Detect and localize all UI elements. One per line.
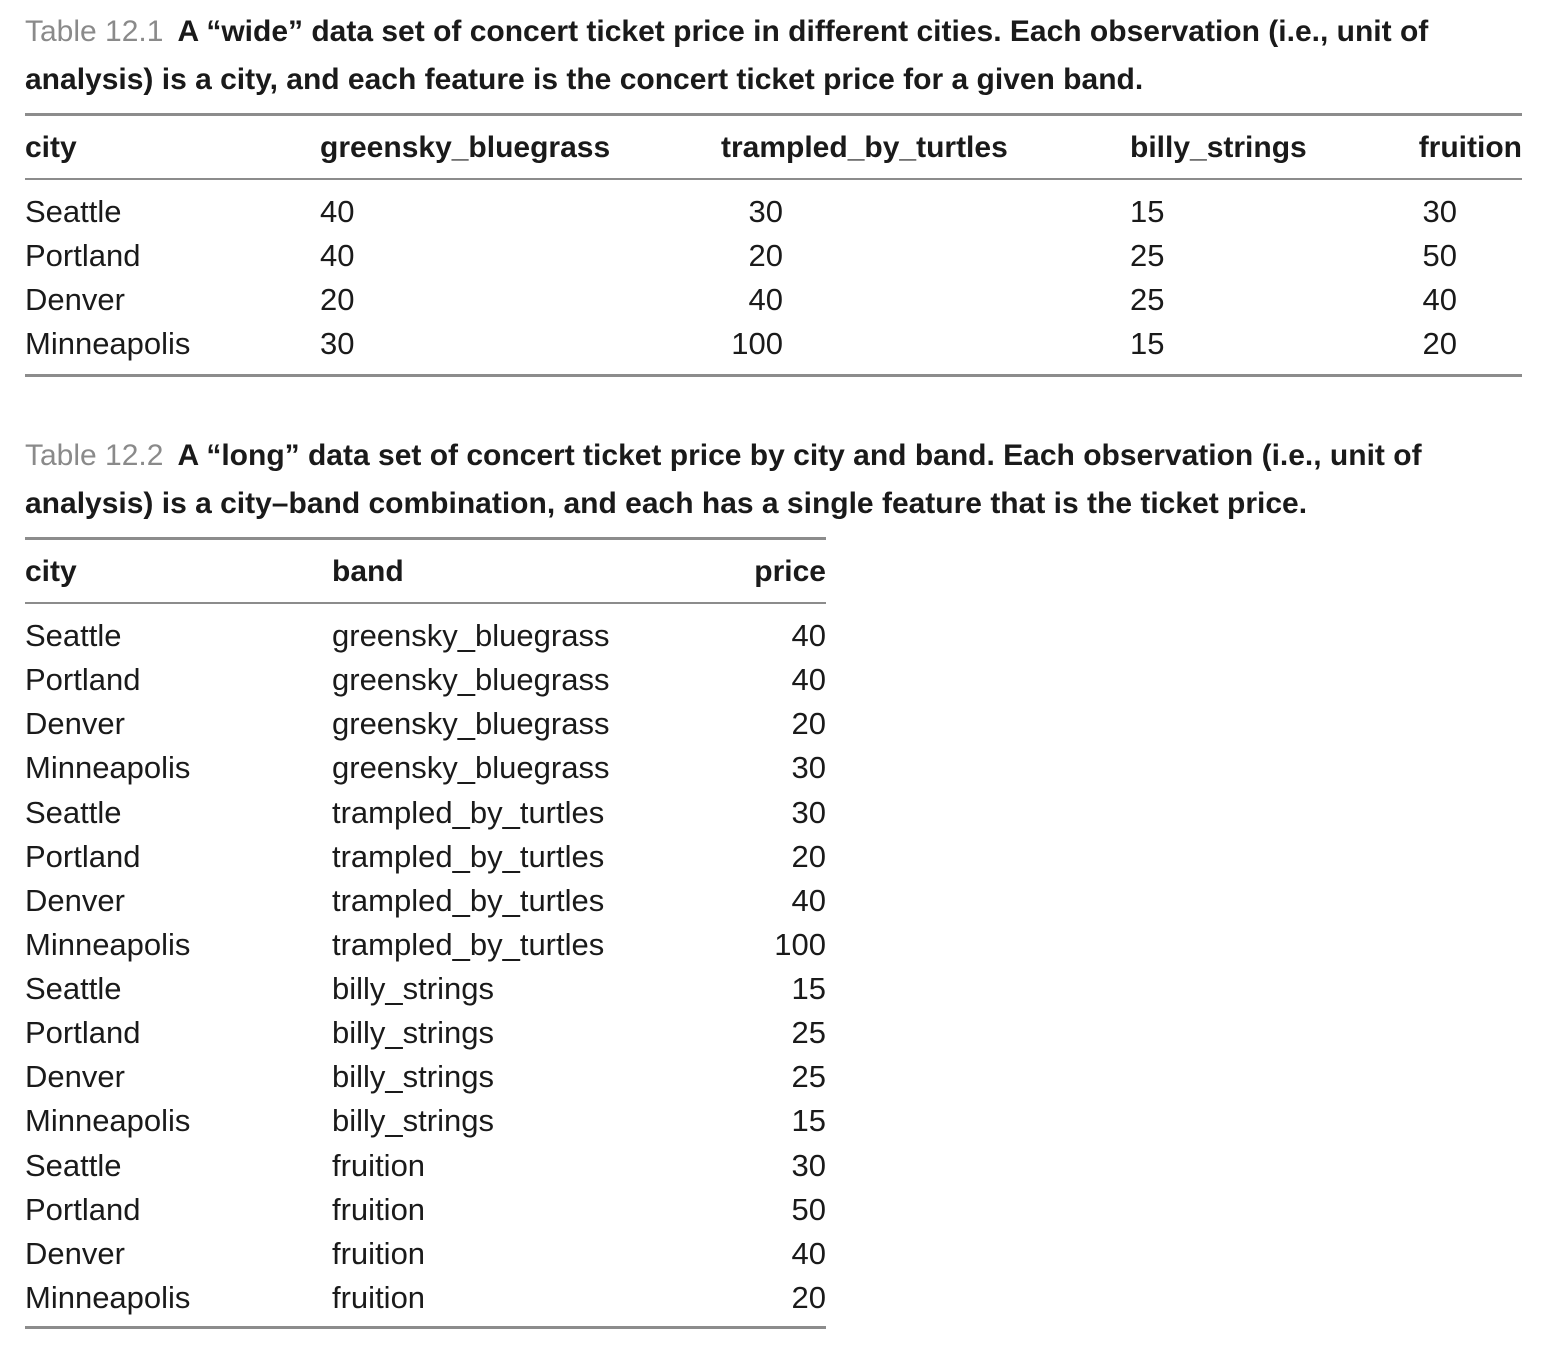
- table-cell: trampled_by_turtles: [332, 883, 605, 918]
- table-cell: 25: [791, 1059, 826, 1094]
- table-cell: 15: [791, 971, 826, 1006]
- table-row-label: Denver: [25, 706, 125, 741]
- table-row-label: Portland: [25, 1192, 141, 1227]
- table-number: Table 12.2: [25, 439, 164, 472]
- table-row-label: Minneapolis: [25, 326, 191, 361]
- table-cell: 20: [1422, 326, 1457, 361]
- table-cell: 40: [791, 618, 826, 653]
- table-cell: 25: [1130, 238, 1165, 273]
- table-row-label: Seattle: [25, 194, 122, 229]
- table-header-rule: [25, 602, 826, 604]
- table-cell: 30: [791, 795, 826, 830]
- table-cell: 30: [748, 194, 783, 229]
- table-cell: greensky_bluegrass: [332, 662, 610, 697]
- table-cell: billy_strings: [332, 1059, 494, 1094]
- column-header-city: city: [25, 131, 77, 164]
- table-cell: 20: [320, 282, 355, 317]
- table-cell: 40: [791, 662, 826, 697]
- table-cell: 50: [1422, 238, 1457, 273]
- column-header-price: price: [754, 555, 826, 588]
- table-cell: 40: [320, 238, 355, 273]
- table-row-label: Minneapolis: [25, 1280, 191, 1315]
- table-cell: 40: [791, 1236, 826, 1271]
- table-row-label: Portland: [25, 1015, 141, 1050]
- table-cell: trampled_by_turtles: [332, 795, 605, 830]
- table-cell: 100: [731, 326, 783, 361]
- table-row-label: Seattle: [25, 971, 122, 1006]
- table-cell: 30: [1422, 194, 1457, 229]
- table-cell: fruition: [332, 1192, 426, 1227]
- table-row-label: Seattle: [25, 1148, 122, 1183]
- table-cell: billy_strings: [332, 1015, 494, 1050]
- table-row-label: Minneapolis: [25, 1103, 191, 1138]
- table-row-label: Minneapolis: [25, 927, 191, 962]
- column-header-billy-strings: billy_strings: [1130, 131, 1307, 164]
- table-row-label: Denver: [25, 883, 125, 918]
- table-cell: trampled_by_turtles: [332, 927, 605, 962]
- table-row-label: Denver: [25, 282, 125, 317]
- table-cell: billy_strings: [332, 1103, 494, 1138]
- table-cell: 20: [791, 839, 826, 874]
- table-cell: 30: [791, 1148, 826, 1183]
- table-row-label: Minneapolis: [25, 750, 191, 785]
- table-cell: fruition: [332, 1280, 426, 1315]
- long-data-table: [25, 0, 826, 1350]
- table-row-label: Seattle: [25, 618, 122, 653]
- table-cell: 20: [791, 706, 826, 741]
- column-header-greensky-bluegrass: greensky_bluegrass: [320, 131, 611, 164]
- table-cell: 15: [1130, 194, 1165, 229]
- column-header-fruition: fruition: [1418, 131, 1522, 164]
- table-number: Table 12.1: [25, 15, 164, 48]
- table-cell: 40: [791, 883, 826, 918]
- table-cell: 25: [791, 1015, 826, 1050]
- table-row-label: Portland: [25, 839, 141, 874]
- table-cell: 30: [791, 750, 826, 785]
- table-top-rule: [25, 537, 826, 540]
- table-cell: greensky_bluegrass: [332, 750, 610, 785]
- table-caption-text: A “long” data set of concert ticket price by city and band. Each observation (i.e., unit of analysis) is a city–band combination, and each has a single feature that is the ticket price.: [25, 439, 1422, 520]
- table-cell: 100: [774, 927, 826, 962]
- table-cell: 15: [1130, 326, 1165, 361]
- column-header-trampled-by-turtles: trampled_by_turtles: [721, 131, 1008, 164]
- table-row-label: Denver: [25, 1059, 125, 1094]
- table-bottom-rule: [25, 1326, 826, 1329]
- table-cell: 40: [320, 194, 355, 229]
- table-cell: 25: [1130, 282, 1165, 317]
- table-cell: 15: [791, 1103, 826, 1138]
- table-cell: 50: [791, 1192, 826, 1227]
- table-cell: trampled_by_turtles: [332, 839, 605, 874]
- table-cell: 20: [748, 238, 783, 273]
- table-cell: 30: [320, 326, 355, 361]
- table-cell: greensky_bluegrass: [332, 618, 610, 653]
- table-cell: billy_strings: [332, 971, 494, 1006]
- table-cell: 20: [791, 1280, 826, 1315]
- table-cell: greensky_bluegrass: [332, 706, 610, 741]
- table-row-label: Denver: [25, 1236, 125, 1271]
- table-caption-text: A “wide” data set of concert ticket price in different cities. Each observation (i.e., unit of analysis) is a city, and each feature is the concert ticket price for a given band.: [25, 15, 1429, 96]
- table-cell: 40: [1422, 282, 1457, 317]
- column-header-city: city: [25, 555, 77, 588]
- table-cell: 40: [748, 282, 783, 317]
- table-cell: fruition: [332, 1236, 426, 1271]
- table-cell: fruition: [332, 1148, 426, 1183]
- column-header-band: band: [332, 555, 404, 588]
- table-row-label: Portland: [25, 238, 141, 273]
- table-row-label: Seattle: [25, 795, 122, 830]
- table-row-label: Portland: [25, 662, 141, 697]
